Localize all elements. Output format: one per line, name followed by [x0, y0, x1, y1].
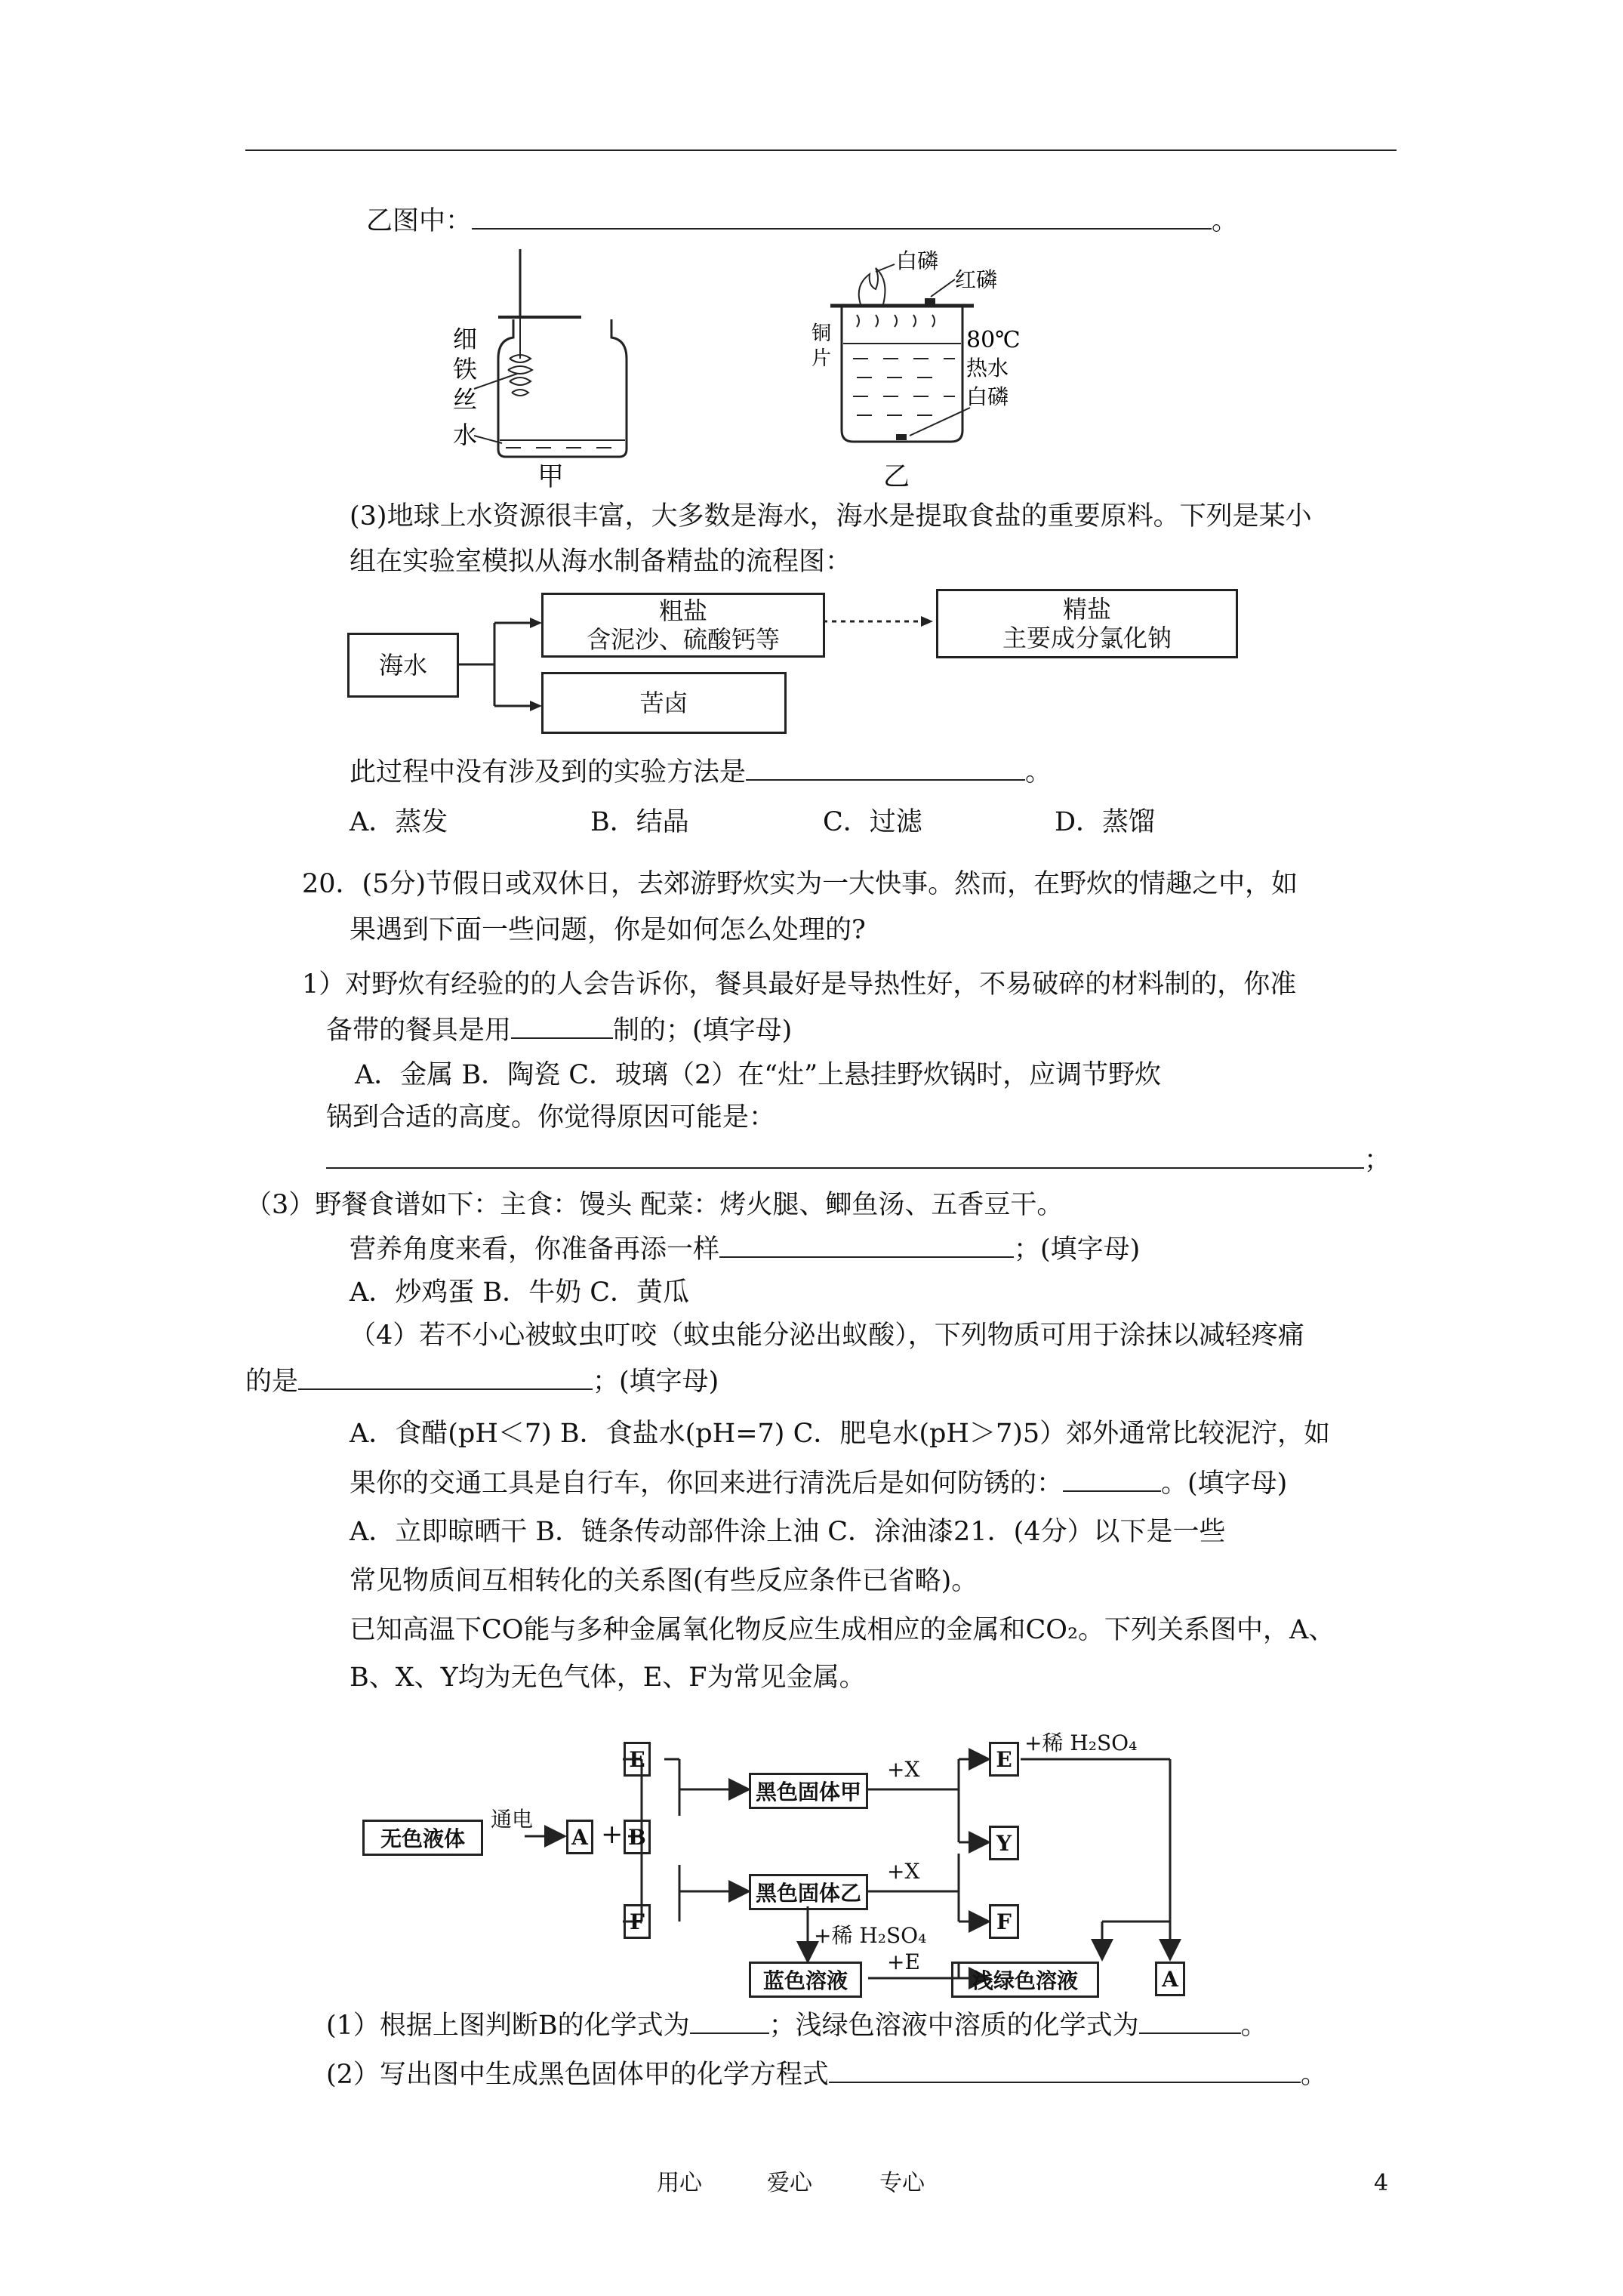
- q20-p4-options: A．食醋(pH＜7) B．食盐水(pH=7) C．肥皂水(pH＞7)5）郊外通常比较泥泞，如: [350, 1419, 1331, 1449]
- footer-motto-2: 爱心: [767, 2170, 812, 2196]
- crude-salt-detail: 含泥沙、硫酸钙等: [586, 625, 780, 654]
- q19-3-intro-2: 组在实验室模拟从海水制备精盐的流程图：: [350, 547, 852, 577]
- q20-line-1: 20．(5分)节假日或双休日，去郊游野炊实为一大快事。然而，在野炊的情趣之中，如: [302, 869, 1298, 899]
- answer-blank[interactable]: [1063, 1465, 1161, 1492]
- q21-node-e: E: [624, 1742, 651, 1777]
- q19-3-question: 此过程中没有涉及到的实验方法是 。: [350, 754, 1052, 791]
- q21-electrolysis-label: 通电: [491, 1807, 534, 1832]
- q21-black-solid-jia: 黑色固体甲: [749, 1773, 868, 1809]
- q20-p1-options: A．金属 B．陶瓷 C．玻璃（2）在“灶”上悬挂野炊锅时，应调节野炊: [355, 1060, 1162, 1090]
- q21-line-2: 已知高温下CO能与多种金属氧化物反应生成相应的金属和CO₂。下列关系图中，A、: [350, 1615, 1335, 1645]
- yi-label-sheet: 片: [812, 347, 832, 370]
- q19-3-intro-1: (3)地球上水资源很丰富，大多数是海水，海水是提取食盐的重要原料。下列是某小: [350, 501, 1312, 532]
- header-rule: [245, 149, 1397, 151]
- q21-colorless-liquid: 无色液体: [362, 1820, 483, 1856]
- footer-motto-1: 用心: [657, 2170, 702, 2196]
- jia-label-1: 细: [453, 325, 478, 353]
- fine-salt-title: 精盐: [1062, 595, 1111, 624]
- q21-out-e: E: [989, 1742, 1019, 1777]
- q21-blue-solution: 蓝色溶液: [749, 1962, 862, 1998]
- q20-p4-a: （4）若不小心被蚊虫叮咬（蚊虫能分泌出蚁酸），下列物质可用于涂抹以减轻疼痛: [350, 1321, 1304, 1351]
- q19-3-option-d: D．蒸馏: [1055, 807, 1156, 837]
- q20-p4-b: 的是 ；(填字母): [245, 1363, 719, 1400]
- yi-label-hot-water: 热水: [966, 356, 1009, 381]
- page-number: 4: [1374, 2170, 1389, 2196]
- yi-label-white-p: 白磷: [896, 248, 939, 273]
- q21-black-solid-yi: 黑色固体乙: [749, 1874, 868, 1910]
- figure-yi-phosphorus: [812, 245, 1053, 464]
- q21-plus-e: +E: [887, 1949, 920, 1974]
- q21-dilute-acid-2: +稀 H₂SO₄: [814, 1923, 927, 1948]
- figure-jia-iron-wire: [445, 245, 694, 487]
- yi-end: 。: [1212, 206, 1239, 236]
- q19-3-option-c: C．过滤: [823, 807, 922, 837]
- q20-p2-answer: ；: [326, 1142, 1390, 1179]
- q20-p1-a: 1）对野炊有经验的的人会告诉你，餐具最好是导热性好，不易破碎的材料制的，你准: [302, 969, 1297, 1000]
- yi-label-white-p-bottom: 白磷: [966, 384, 1009, 409]
- q20-p5-options: A．立即晾晒干 B．链条传动部件涂上油 C．涂油漆21．(4分）以下是一些: [350, 1517, 1226, 1547]
- answer-blank[interactable]: [326, 1142, 1364, 1169]
- q21-sub-2: (2）写出图中生成黑色固体甲的化学方程式 。: [326, 2056, 1327, 2093]
- q21-sub-1: (1）根据上图判断B的化学式为 ；浅绿色溶液中溶质的化学式为 。: [326, 2007, 1267, 2044]
- q21-relation-diagram-lines: [362, 1729, 1215, 1989]
- yi-label-temp: 80℃: [966, 327, 1021, 353]
- q19-3-option-a: A．蒸发: [350, 807, 448, 837]
- yi-label-red-p: 红磷: [955, 267, 998, 292]
- q21-out-f: F: [989, 1904, 1019, 1939]
- q20-line-2: 果遇到下面一些问题，你是如何怎么处理的?: [350, 915, 866, 945]
- flow-seawater: 海水: [347, 633, 459, 698]
- q21-plus-x-1: +X: [887, 1757, 920, 1782]
- yi-label-copper: 铜: [812, 322, 832, 345]
- q21-node-a: A: [566, 1820, 593, 1854]
- yi-label: 乙图中：: [366, 206, 473, 236]
- q21-node-f: F: [624, 1904, 651, 1939]
- q19-3-option-b: B．结晶: [590, 807, 689, 837]
- q21-line-1: 常见物质间互相转化的关系图(有些反应条件已省略)。: [350, 1566, 978, 1596]
- q21-light-green-solution: 浅绿色溶液: [951, 1962, 1099, 1998]
- figure-yi-caption: 乙: [883, 462, 910, 492]
- flow-bittern: 苦卤: [541, 672, 787, 734]
- q21-line-3: B、X、Y均为无色气体，E、F为常见金属。: [350, 1663, 866, 1693]
- answer-blank[interactable]: [829, 2056, 1301, 2083]
- answer-blank[interactable]: [690, 2007, 769, 2034]
- q20-p3-a: （3）野餐食谱如下：主食：馒头 配菜：烤火腿、鲫鱼汤、五香豆干。: [245, 1190, 1064, 1220]
- fine-salt-detail: 主要成分氯化钠: [1002, 624, 1172, 652]
- q20-p3-options: A．炒鸡蛋 B．牛奶 C．黄瓜: [350, 1277, 690, 1308]
- footer-motto-3: 专心: [879, 2170, 925, 2196]
- answer-blank[interactable]: [298, 1363, 593, 1390]
- flow-fine-salt: [936, 589, 1238, 658]
- q20-p2-b: 锅到合适的高度。你觉得原因可能是：: [326, 1102, 776, 1133]
- answer-blank[interactable]: [1139, 2007, 1241, 2034]
- answer-blank[interactable]: [746, 754, 1025, 781]
- q21-plus: +: [601, 1820, 624, 1850]
- figure-jia-caption: 甲: [537, 462, 565, 492]
- answer-blank[interactable]: [511, 1012, 613, 1039]
- crude-salt-title: 粗盐: [658, 596, 707, 625]
- q21-out-y: Y: [989, 1826, 1019, 1860]
- q20-p5-b: 果你的交通工具是自行车，你回来进行清洗后是如何防锈的： 。(填字母): [350, 1465, 1287, 1502]
- jia-label-3: 丝: [453, 385, 478, 414]
- flow-crude-salt: [541, 593, 825, 658]
- q21-node-b: B: [624, 1820, 651, 1854]
- q21-out-a: A: [1155, 1962, 1185, 1996]
- yi-figure-prompt: [366, 202, 1238, 239]
- jia-label-4: 水: [453, 421, 478, 449]
- q20-p3-b: 营养角度来看，你准备再添一样 ；(填字母): [350, 1231, 1140, 1268]
- jia-label-2: 铁: [453, 355, 478, 384]
- answer-blank[interactable]: [719, 1231, 1014, 1258]
- q21-dilute-acid-1: +稀 H₂SO₄: [1024, 1730, 1138, 1755]
- q20-p1-b: 备带的餐具是用 制的；(填字母): [326, 1012, 792, 1049]
- q21-plus-x-2: +X: [887, 1859, 920, 1884]
- answer-blank[interactable]: [472, 202, 1212, 230]
